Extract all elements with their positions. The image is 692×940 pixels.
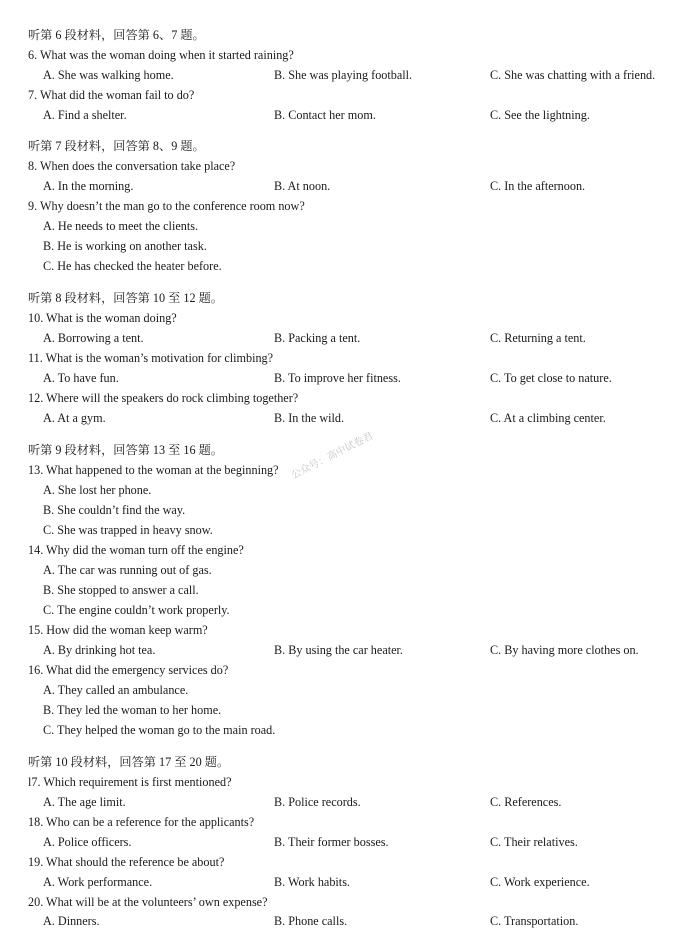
option-a: A. Dinners. (43, 914, 100, 928)
option-b: B. Work habits. (274, 875, 350, 889)
option-a: A. She was walking home. (43, 68, 174, 82)
question-stem: 14. Why did the woman turn off the engine? (28, 543, 244, 557)
option-c: C. See the lightning. (490, 108, 590, 122)
option-c: C. Transportation. (490, 914, 579, 928)
option-a: A. Work performance. (43, 875, 153, 889)
option-c: C. By having more clothes on. (490, 643, 639, 657)
option-a: A. At a gym. (43, 411, 106, 425)
watermark: 公众号：高中试卷君 (289, 430, 376, 482)
option-a: A. The age limit. (43, 795, 126, 809)
option-b: B. Contact her mom. (274, 108, 376, 122)
question-stem: 10. What is the woman doing? (28, 311, 177, 325)
section-header: 听第 10 段材料，回答第 17 至 20 题。 (28, 755, 230, 769)
option-c: C. He has checked the heater before. (43, 259, 222, 273)
question-stem: 11. What is the woman’s motivation for climbing? (28, 351, 274, 365)
option-a: A. He needs to meet the clients. (43, 219, 199, 233)
option-c: C. To get close to nature. (490, 371, 612, 385)
option-c: C. References. (490, 795, 562, 809)
question-stem: 8. When does the conversation take place? (28, 159, 236, 173)
question-stem: 20. What will be at the volunteers’ own expense? (28, 895, 268, 909)
question-stem: 15. How did the woman keep warm? (28, 623, 208, 637)
question-stem: 18. Who can be a reference for the applicants? (28, 815, 255, 829)
question-stem: 6. What was the woman doing when it started raining? (28, 48, 294, 62)
option-b: B. Their former bosses. (274, 835, 389, 849)
option-a: A. Find a shelter. (43, 108, 127, 122)
option-b: B. By using the car heater. (274, 643, 403, 657)
section-header: 听第 7 段材料，回答第 8、9 题。 (28, 139, 205, 153)
option-c: C. They helped the woman go to the main road. (43, 723, 276, 737)
option-c: C. She was trapped in heavy snow. (43, 523, 213, 537)
question-stem: 7. What did the woman fail to do? (28, 88, 195, 102)
option-a: A. They called an ambulance. (43, 683, 189, 697)
option-b: B. He is working on another task. (43, 239, 207, 253)
question-stem: 13. What happened to the woman at the beginning? (28, 463, 279, 477)
question-stem: l7. Which requirement is first mentioned? (28, 775, 232, 789)
option-c: C. Returning a tent. (490, 331, 586, 345)
option-b: B. To improve her fitness. (274, 371, 401, 385)
option-b: B. Police records. (274, 795, 361, 809)
option-b: B. At noon. (274, 179, 331, 193)
option-a: A. Borrowing a tent. (43, 331, 144, 345)
section-header: 听第 6 段材料，回答第 6、7 题。 (28, 28, 205, 42)
option-b: B. She stopped to answer a call. (43, 583, 199, 597)
option-c: C. She was chatting with a friend. (490, 68, 656, 82)
option-c: C. The engine couldn’t work properly. (43, 603, 230, 617)
option-b: B. They led the woman to her home. (43, 703, 222, 717)
option-c: C. At a climbing center. (490, 411, 606, 425)
question-stem: 9. Why doesn’t the man go to the conference room now? (28, 199, 305, 213)
question-stem: 12. Where will the speakers do rock climbing together? (28, 391, 299, 405)
option-c: C. Work experience. (490, 875, 590, 889)
option-b: B. She was playing football. (274, 68, 413, 82)
section-header: 听第 8 段材料，回答第 10 至 12 题。 (28, 291, 223, 305)
option-a: A. Police officers. (43, 835, 132, 849)
question-stem: 16. What did the emergency services do? (28, 663, 229, 677)
section-header: 听第 9 段材料，回答第 13 至 16 题。 (28, 443, 223, 457)
option-a: A. She lost her phone. (43, 483, 152, 497)
option-a: A. To have fun. (43, 371, 119, 385)
option-c: C. Their relatives. (490, 835, 578, 849)
option-c: C. In the afternoon. (490, 179, 586, 193)
option-b: B. In the wild. (274, 411, 345, 425)
question-stem: 19. What should the reference be about? (28, 855, 225, 869)
option-a: A. By drinking hot tea. (43, 643, 156, 657)
option-a: A. The car was running out of gas. (43, 563, 212, 577)
option-b: B. Packing a tent. (274, 331, 361, 345)
option-a: A. In the morning. (43, 179, 134, 193)
option-b: B. She couldn’t find the way. (43, 503, 186, 517)
option-b: B. Phone calls. (274, 914, 348, 928)
